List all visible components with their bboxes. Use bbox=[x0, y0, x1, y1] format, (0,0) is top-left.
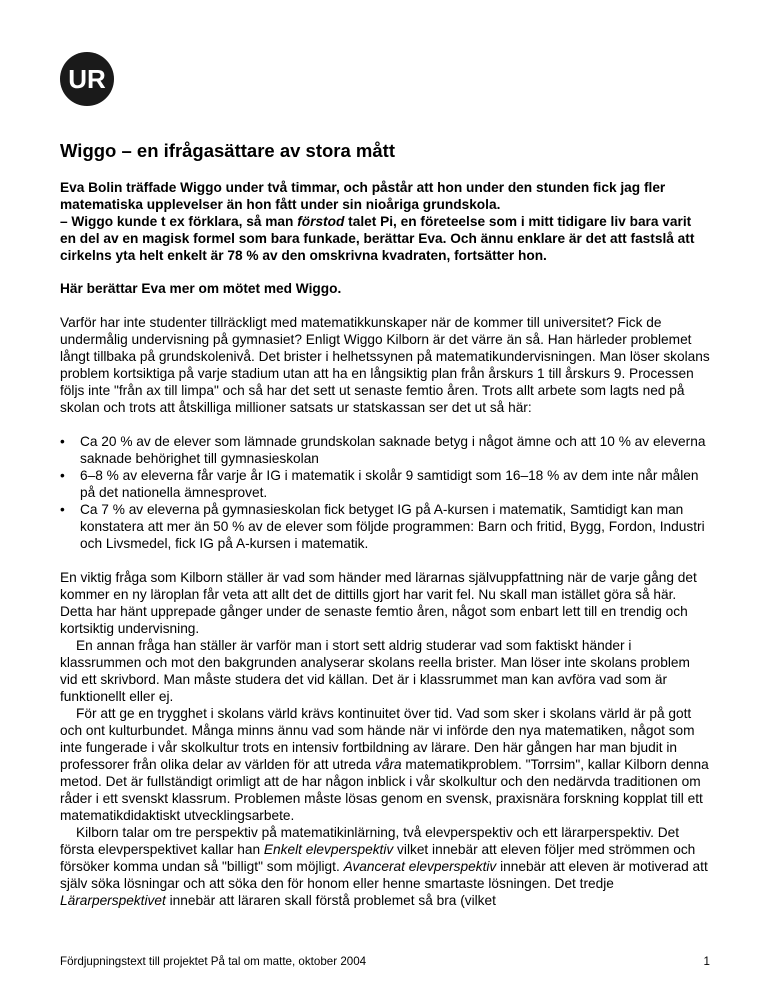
lead-text-2a: – Wiggo kunde t ex förklara, så man bbox=[60, 214, 298, 229]
paragraph-4a: Kilborn talar om tre perspektiv på matematikinlärning, två elevperspektiv och ett lärarperspektiv. Det första elevperspektivet kallar han bbox=[60, 825, 680, 857]
ur-logo bbox=[60, 52, 114, 106]
svg-text:UR: UR bbox=[68, 64, 106, 94]
paragraph-4-emphasis-2: Avancerat elevperspektiv bbox=[343, 859, 497, 874]
paragraph-3-emphasis: våra bbox=[374, 757, 402, 772]
document-page bbox=[60, 140, 710, 909]
lead-text-2 bbox=[60, 213, 710, 264]
page-number: 1 bbox=[703, 955, 710, 968]
paragraph-4-emphasis-1: Enkelt elevperspektiv bbox=[263, 842, 394, 857]
lead-paragraph bbox=[60, 179, 710, 264]
page-footer bbox=[60, 955, 710, 968]
lead-text-1: Eva Bolin träffade Wiggo under två timmar, och påstår att hon under den stunden fick jag fler matematiska upplevelser än hon fått under sin nioåriga grundskola. bbox=[60, 180, 666, 212]
intro-paragraph: Varför har inte studenter tillräckligt med matematikkunskaper när de kommer till universitet? Fick de undermålig undervisning på gymnasiet? Enligt Wiggo Kilborn är det värre än så. Han härleder problemet långt tillbaka på grundskolenivå. Det brister i helhetssynen på matematikundervisningen. Man löser skolans problem kortsiktiga på varje stadium utan att ha en långsiktig plan från årskurs 1 till årskurs 9. Processen följs inte "från ax till limpa" och så har det sett ut senaste femtio åren. Trots allt arbete som lagts ned på skolan och trots att åtskilliga millioner satsats ur statskassan ser det ut så här: bbox=[60, 315, 710, 415]
bullet-item: • 6–8 % av eleverna får varje år IG i matematik i skolår 9 samtidigt som 16–18 % av dem inte når målen på det nationella ämnesprovet. bbox=[80, 467, 710, 501]
lead-emphasis: förstod bbox=[297, 214, 345, 229]
paragraph-4b: vilket innebär att eleven följer med strömmen och försöker komma undan så "billigt" som möjligt. bbox=[60, 842, 696, 874]
paragraph-3b: matematikproblem. "Torrsim", kallar Kilborn denna metod. Det är fullständigt orimligt att de har någon inblick i vår skolkultur och den nedärvda traditionen om råder i ett svenskt klassrum. Problemen måste lösas genom en svensk, praxisnära forskning kopplat till ett matematikdidaktiskt utvecklingsarbete. bbox=[60, 757, 709, 823]
bullet-item: • Ca 7 % av eleverna på gymnasieskolan fick betyget IG på A-kursen i matematik, Samtidigt kan man konstatera att mer än 50 % av de elever som följde programmen: Barn och fritid, Bygg, Fordon, Industri och Livsmedel, fick IG på A-kursen i matematik. bbox=[80, 501, 710, 552]
footer-text: Fördjupningstext till projektet På tal om matte, oktober 2004 bbox=[60, 955, 367, 968]
bullet-item: • Ca 20 % av de elever som lämnade grundskolan saknade betyg i något ämne och att 10 % av eleverna saknade behörighet till gymnasieskolan bbox=[80, 433, 710, 467]
paragraph-3a: För att ge en trygghet i skolans värld krävs kontinuitet över tid. Vad som sker i skolans värld är på gott och ont kulturbundet. Många minns ännu vad som hände när vi införde den nya matematiken, något som inte fungerade i vår skolkultur trots en intensiv fortbildning av lärare. Den här gången har man bjudit in professorer från olika delar av världen för att utreda bbox=[60, 706, 695, 772]
paragraph-4-emphasis-3: Lärarperspektivet bbox=[60, 893, 166, 908]
article-title: Wiggo – en ifrågasättare av stora mått bbox=[60, 140, 395, 161]
article-body bbox=[60, 314, 710, 909]
lead-text-2b: talet Pi, en företeelse som i mitt tidigare liv bara varit en del av en magisk formel som bara funkade, berättar Eva. Och ännu enklare är det att fastslå att cirkelns yta helt enkelt är 78 % av den omskrivna kvadraten, fortsätter hon. bbox=[60, 214, 695, 263]
paragraph-4 bbox=[60, 824, 710, 909]
subheading: Här berättar Eva mer om mötet med Wiggo. bbox=[60, 281, 342, 296]
paragraph-3 bbox=[60, 705, 710, 824]
ur-logo-icon bbox=[60, 52, 114, 106]
bullet-list bbox=[60, 433, 710, 552]
paragraph-4d: innebär att läraren skall förstå problemet så bra (vilket bbox=[165, 893, 496, 908]
paragraph-2: En annan fråga han ställer är varför man i stort sett aldrig studerar vad som faktiskt händer i klassrummen och mot den bakgrunden analyserar skolans reella brister. Man löser inte skolans problem vid ett skrivbord. Man måste studera det vid källan. Det är i klassrummet man kan avföra vad som är funktionellt eller ej. bbox=[60, 638, 690, 704]
paragraph-4c: innebär att eleven är motiverad att själv söka lösningar och att söka den för honom eller henne smartaste lösningen. Det tredje bbox=[60, 859, 708, 891]
paragraph-1: En viktig fråga som Kilborn ställer är vad som händer med lärarnas självuppfattning när de varje gång det kommer en ny läroplan får veta att allt det de dittills gjort har varit fel. Nu skall man istället göra så här. Detta har hänt upprepade gånger under de senaste femtio åren, något som enbart lett till en trendig och kortsiktig undervisning. bbox=[60, 570, 697, 636]
